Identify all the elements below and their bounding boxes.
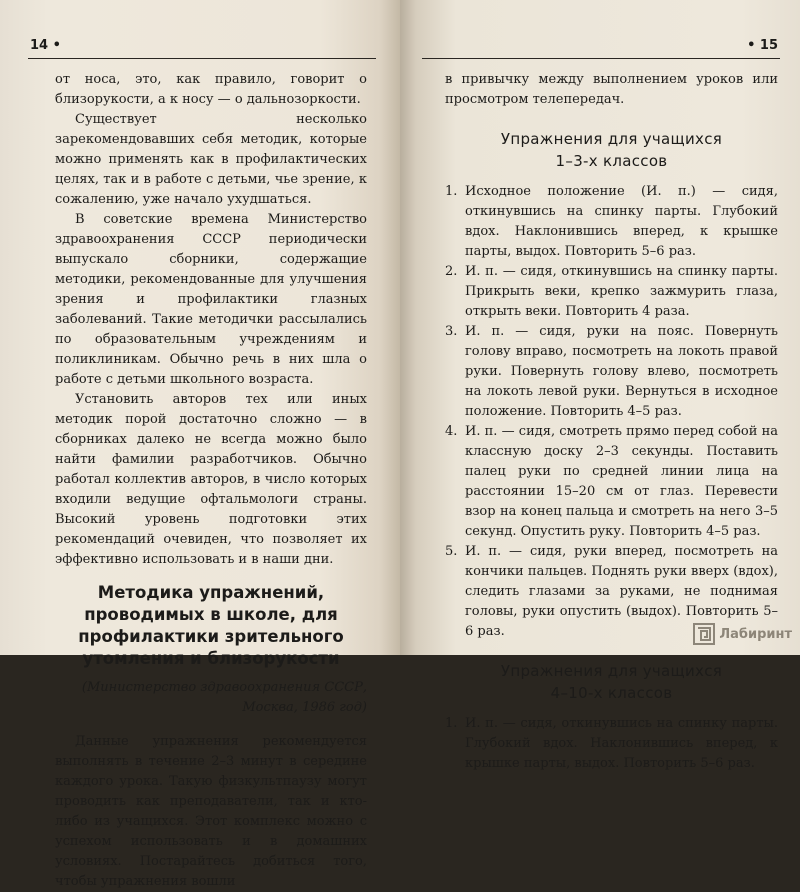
item-number: 5. xyxy=(445,544,458,559)
left-text-column xyxy=(55,70,367,892)
item-number: 1. xyxy=(445,184,458,199)
heading-line: 4–10-х классов xyxy=(550,684,673,702)
right-text-column xyxy=(445,70,778,774)
item-text: И. п. — сидя, откинувшись на спинку парты. Прикрыть веки, крепко зажмурить глаза, открыть веки. Повторить 4 раза. xyxy=(465,264,778,319)
watermark-text: Лабиринт xyxy=(719,626,792,642)
header-rule xyxy=(28,58,376,59)
paragraph: Существует несколько зарекомендовавших себя методик, которые можно применять как в профилактических целях, так и в работе с детьми, чье зрение, к сожалению, уже начало ухудшаться. xyxy=(55,112,367,207)
item-text: И. п. — сидя, откинувшись на спинку парты. Глубокий вдох. Наклонившись вперед, к крышке парты, выдох. Повторить 5–6 раз. xyxy=(465,716,778,771)
page-number: 14 • xyxy=(30,38,61,53)
list-item xyxy=(445,322,778,422)
paragraph: Установить авторов тех или иных методик порой достаточно сложно — в сборниках далеко не всегда можно было найти фамилии разработчиков. Обычно работал коллектив авторов, в число которых входили ведущие офтальмологи страны. Высокий уровень подготовки этих рекомендаций очевиден, что позволяет их эффективно использовать и в наши дни. xyxy=(55,392,367,567)
paragraph: в привычку между выполнением уроков или просмотром телепередач. xyxy=(445,72,778,107)
section-heading: Методика упражнений, проводимых в школе, для профилактики зрительного утомления и близорукости xyxy=(78,583,344,668)
exercise-list xyxy=(445,182,778,642)
watermark xyxy=(693,623,792,645)
source-line: Москва, 1986 год) xyxy=(242,700,367,715)
list-item xyxy=(445,182,778,262)
left-page xyxy=(0,0,400,889)
paragraph: от носа, это, как правило, говорит о близорукости, а к носу — о дальнозоркости. xyxy=(55,72,367,107)
list-item xyxy=(445,262,778,322)
header-rule xyxy=(422,58,780,59)
item-text: И. п. — сидя, смотреть прямо перед собой на классную доску 2–3 секунды. Поставить палец руки по средней линии лица на расстоянии 15–20 см от глаз. Перевести взор на конец пальца и смотреть на него 3–5 секунд. Опустить руку. Повторить 4–5 раз. xyxy=(465,424,778,539)
source-line: (Министерство здравоохранения СССР, xyxy=(81,680,367,695)
item-number: 2. xyxy=(445,264,458,279)
list-item xyxy=(445,714,778,774)
paragraph: В советские времена Министерство здравоохранения СССР периодически выпускало сборники, содержащие методики, рекомендованные для улучшения зрения и профилактики глазных заболеваний. Такие методички рассылались по образовательным учреждениям и поликлиникам. Обычно речь в них шла о работе с детьми школьного возраста. xyxy=(55,212,367,387)
exercise-heading-2 xyxy=(445,660,778,704)
item-number: 3. xyxy=(445,324,458,339)
paragraph: Данные упражнения рекомендуется выполнять в течение 2–3 минут в середине каждого урока. Такую физкультпаузу могут проводить как преподаватели, так и кто-либо из учащихся. Этот комплекс можно с успехом использовать и в домашних условиях. Постарайтесь добиться того, чтобы упражнения вошли xyxy=(55,734,367,889)
item-text: И. п. — сидя, руки вперед, посмотреть на кончики пальцев. Поднять руки вверх (вдох), следить глазами за руками, не поднимая головы, руки опустить (выдох). Повторить 5–6 раз. xyxy=(465,544,778,639)
item-number: 1. xyxy=(445,716,458,731)
right-page xyxy=(400,0,800,771)
item-text: Исходное положение (И. п.) — сидя, откинувшись на спинку парты. Глубокий вдох. Наклонившись вперед, к крышке парты, выдох. Повторить 5–6 раз. xyxy=(465,184,778,259)
heading-line: Упражнения для учащихся xyxy=(500,662,723,680)
heading-line: 1–3-х классов xyxy=(555,152,668,170)
item-text: И. п. — сидя, руки на пояс. Повернуть голову вправо, посмотреть на локоть правой руки. Повернуть голову влево, посмотреть на локоть левой руки. Вернуться в исходное положение. Повторить 4–5 раз. xyxy=(465,324,778,419)
list-item xyxy=(445,422,778,542)
exercise-heading-1 xyxy=(445,128,778,172)
page-number: • 15 xyxy=(747,38,778,53)
exercise-list xyxy=(445,714,778,774)
item-number: 4. xyxy=(445,424,458,439)
heading-line: Упражнения для учащихся xyxy=(500,130,723,148)
labyrinth-logo-icon xyxy=(693,623,715,645)
